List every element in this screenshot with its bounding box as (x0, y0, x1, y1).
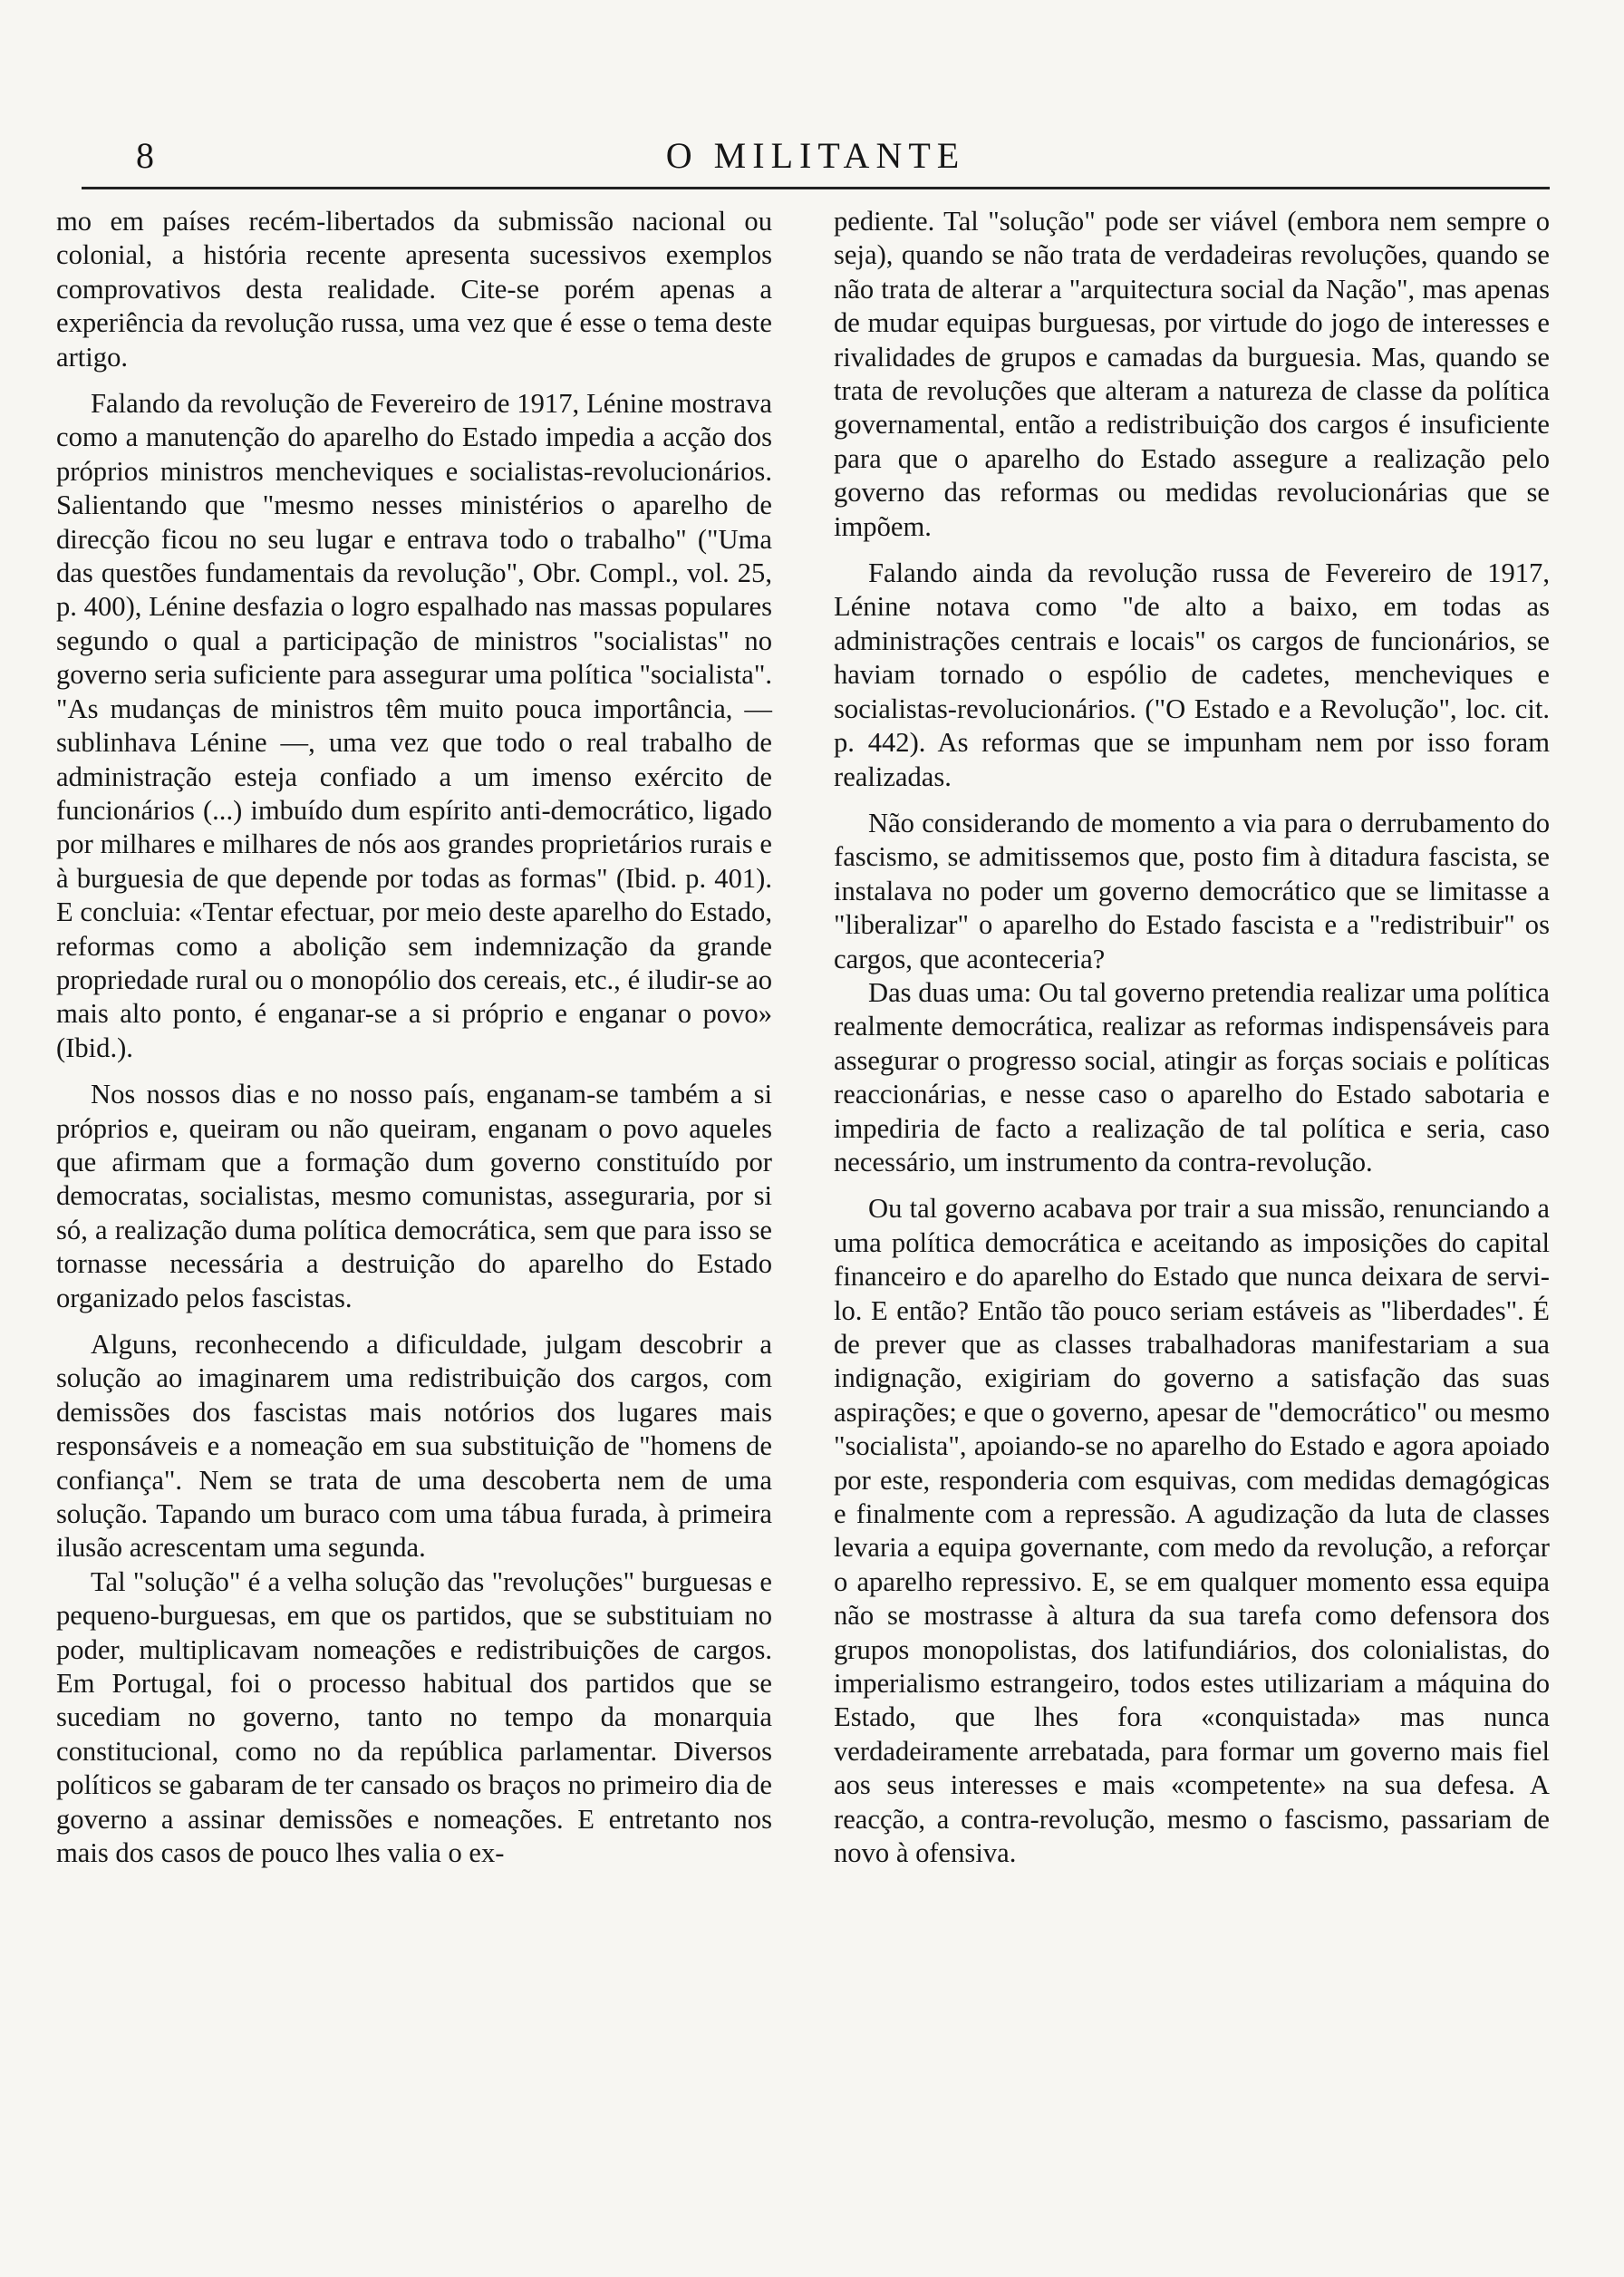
paragraph: Não considerando de momento a via para o derrubamento do fascismo, se admitissemos que, posto fim à ditadura fascista, se instalava no poder um governo democrático que se limitasse a "liberalizar" o aparelho do Estado fascista e a "redistribuir" os cargos, que aconteceria? (834, 807, 1550, 974)
header-rule (82, 187, 1550, 189)
paragraph: Falando da revolução de Fevereiro de 1917, Lénine mostrava como a manutenção do aparelho do Estado impedia a acção dos próprios ministros mencheviques e socialistas-revolucionários. Salientando que "mesmo nesses ministérios o aparelho de direcção ficou no seu lugar e entrava todo o trabalho" ("Uma das questões fundamentais da revolução", Obr. Compl., vol. 25, p. 400), Lénine desfazia o logro espalhado nas massas populares segundo o qual a participação de ministros "socialistas" no governo seria suficiente para assegurar uma política "socialista". "As mudanças de ministros têm muito pouca importância, — sublinhava Lénine —, uma vez que todo o real trabalho de administração esteja confiado a um imenso exército de funcionários (...) imbuído dum espírito anti-democrático, ligado por milhares e milhares de nós aos grandes proprietários rurais e à burguesia de que depende por todas as formas" (Ibid. p. 401). E concluia: «Tentar efectuar, por meio deste aparelho do Estado, reformas como a abolição sem indemnização da grande propriedade rural ou o monopólio dos cereais, etc., é iludir-se ao mais alto ponto, é enganar-se a si próprio e enganar o povo» (Ibid.). (56, 388, 772, 1063)
left-column (56, 205, 772, 1871)
paragraph: Alguns, reconhecendo a dificuldade, julgam descobrir a solução ao imaginarem uma redistribuição dos cargos, com demissões dos fascistas mais notórios dos lugares mais responsáveis e a nomeação em sua substituição de "homens de confiança". Nem se trata de uma descoberta nem de uma solução. Tapando um buraco com uma tábua furada, à primeira ilusão acrescentam uma segunda. (56, 1329, 772, 1564)
publication-title: O MILITANTE (665, 135, 966, 176)
paragraph: Tal "solução" é a velha solução das "revoluções" burguesas e pequeno-burguesas, em que os partidos, que se substituiam no poder, multiplicavam nomeações e redistribuições de cargos. Em Portugal, foi o processo habitual dos partidos que se sucediam no governo, tanto no tempo da monarquia constitucional, como no da república parlamentar. Diversos políticos se gabaram de ter cansado os braços no primeiro dia de governo a assinar demissões e nomeações. E entretanto nos mais dos casos de pouco lhes valia o ex- (56, 1565, 772, 1869)
paragraph: pediente. Tal "solução" pode ser viável (embora nem sempre o seja), quando se não trata de verdadeiras revoluções, quando se não trata de alterar a "arquitectura social da Nação", mas apenas de mudar equipas burguesas, por virtude do jogo de interesses e rivalidades de grupos e camadas da burguesia. Mas, quando se trata de revoluções que alteram a natureza de classe da política governamental, então a redistribuição dos cargos é insuficiente para que o aparelho do Estado assegure a realização pelo governo das reformas ou medidas revolucionárias que se impõem. (834, 206, 1550, 542)
paragraph: Nos nossos dias e no nosso país, enganam-se também a si próprios e, queiram ou não queiram, enganam o povo aqueles que afirmam que a formação dum governo constituído por democratas, socialistas, mesmo comunistas, asseguraria, por si só, a realização duma política democrática, sem que para isso se tornasse necessária a destruição do aparelho do Estado organizado pelos fascistas. (56, 1079, 772, 1313)
right-column (834, 205, 1550, 1871)
page-number: 8 (136, 135, 154, 176)
paragraph: mo em países recém-libertados da submissão nacional ou colonial, a história recente apresenta sucessivos exemplos comprovativos desta realidade. Cite-se porém apenas a experiência da revolução russa, uma vez que é esse o tema deste artigo. (56, 206, 772, 373)
paragraph: Das duas uma: Ou tal governo pretendia realizar uma política realmente democrática, realizar as reformas indispensáveis para assegurar o progresso social, atingir as forças sociais e políticas reaccionárias, e nesse caso o aparelho do Estado sabotaria e impediria de facto a realização de tal política e seria, caso necessário, um instrumento da contra-revolução. (834, 976, 1550, 1177)
page-header (82, 134, 1550, 189)
paragraph: Falando ainda da revolução russa de Fevereiro de 1917, Lénine notava como "de alto a baixo, em todas as administrações centrais e locais" os cargos de funcionários, se haviam tornado o espólio de cadetes, mencheviques e socialistas-revolucionários. ("O Estado e a Revolução", loc. cit. p. 442). As reformas que se impunham nem por isso foram realizadas. (834, 557, 1550, 792)
paragraph: Ou tal governo acabava por trair a sua missão, renunciando a uma política democrática e aceitando as imposições do capital financeiro e do aparelho do Estado que nunca deixara de servi-lo. E então? Então tão pouco seriam estáveis as "liberdades". É de prever que as classes trabalhadoras manifestariam a sua indignação, exigiriam do governo a satisfação das suas aspirações; e que o governo, apesar de "democrático" ou mesmo "socialista", apoiando-se no aparelho do Estado e agora apoiado por este, responderia com esquivas, com medidas demagógicas e finalmente com a repressão. A agudização da luta de classes levaria a equipa governante, com medo da revolução, a reforçar o aparelho repressivo. E, se em qualquer momento essa equipa não se mostrasse à altura da sua tarefa como defensora dos grupos monopolistas, dos latifundiários, dos colonialistas, do imperialismo estrangeiro, todos estes utilizariam a máquina do Estado, que lhes fora «conquistada» mas nunca verdadeiramente arrebatada, para formar um governo mais fiel aos seus interesses e mais «competente» na sua defesa. A reacção, a contra-revolução, mesmo o fascismo, passariam de novo à ofensiva. (834, 1193, 1550, 1869)
